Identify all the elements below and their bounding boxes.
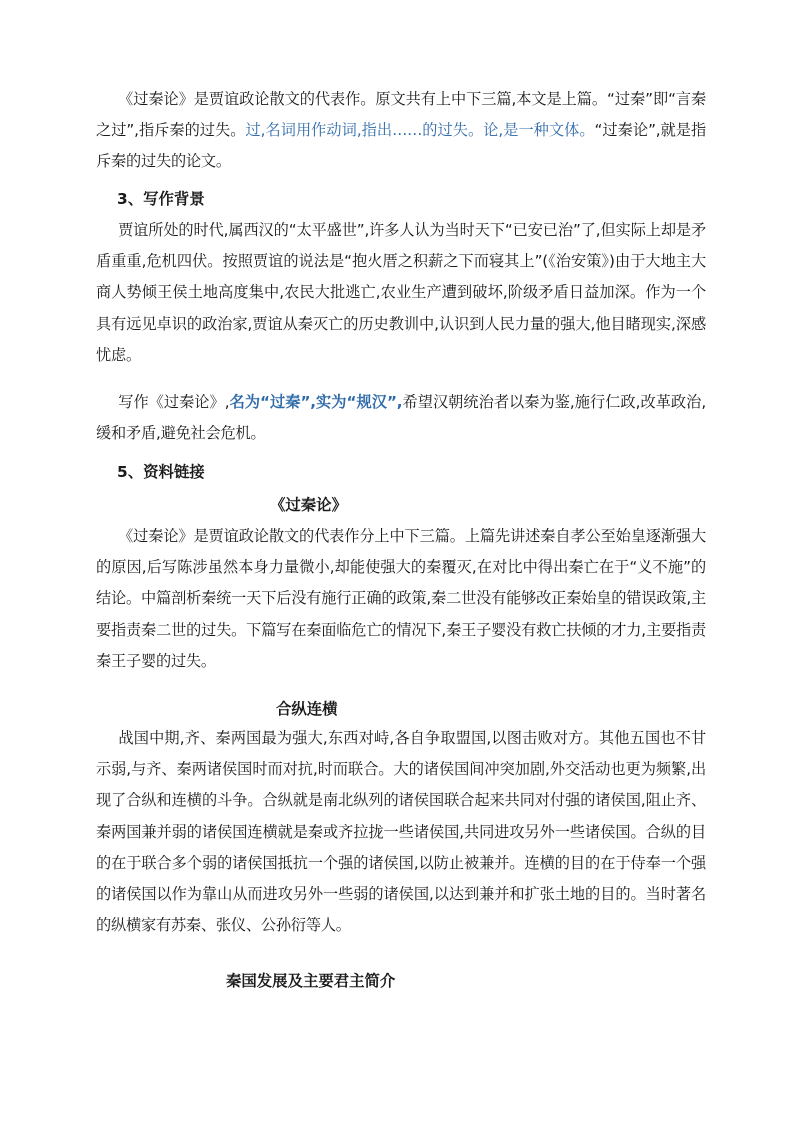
intro-text: 《过秦论》是贾谊政论散文的代表作。原文共有上中下三篇,本文是上篇。“过秦”即“言秦之过”,指斥秦的过失。: [96, 90, 706, 140]
background-paragraph-2: [96, 387, 706, 449]
background-text-2b: 希望汉朝统治者以秦为鉴,施行仁政,改革政治,缓和矛盾,避免社会危机。: [96, 393, 706, 443]
background-emphasis: 名为“过秦”,实为“规汉”,: [229, 393, 403, 411]
guoqinlun-paragraph: [96, 521, 706, 677]
hezong-lianheng-text: 战国中期,齐、秦两国最为强大,东西对峙,各自争取盟国,以图击败对方。其他五国也不甘示弱,与齐、秦两诸侯国时而对抗,时而联合。大的诸侯国间冲突加剧,外交活动也更为频繁,出现了合纵和连横的斗争。合纵就是南北纵列的诸侯国联合起来共同对付强的诸侯国,阻止齐、秦两国兼并弱的诸侯国连横就是秦或齐拉拢一些诸侯国,共同进攻另外一些诸侯国。合纵的目的在于联合多个弱的诸侯国抵抗一个强的诸侯国,以防止被兼并。连横的目的在于侍奉一个强的诸侯国以作为靠山从而进攻另外一些弱的诸侯国,以达到兼并和扩张土地的目的。当时著名的纵横家有苏秦、张仪、公孙衍等人。: [96, 729, 706, 935]
section-heading-background: 3、写作背景: [117, 190, 205, 208]
background-paragraph-1: [96, 215, 706, 371]
intro-conclusion: “过秦论”,就是指斥秦的过失的论文。: [96, 121, 707, 171]
background-text-1: 贾谊所处的时代,属西汉的“太平盛世”,许多人认为当时天下“已安已治”了,但实际上却是矛盾重重,危机四伏。按照贾谊的说法是“抱火厝之积薪之下而寝其上”(《治安策》)由于大地主大商人势倾王侯土地高度集中,农民大批逃亡,农业生产遭到破坏,阶级矛盾日益加深。作为一个具有远见卓识的政治家,贾谊从秦灭亡的历史教训中,认识到人民力量的强大,他目睹现实,深感忧虑。: [96, 221, 706, 364]
intro-definition: 过,名词用作动词,指出……的过失。论,是一种文体。: [245, 121, 595, 140]
guoqinlun-text: 《过秦论》是贾谊政论散文的代表作分上中下三篇。上篇先讲述秦自孝公至始皇逐渐强大的原因,后写陈涉虽然本身力量微小,却能使强大的秦覆灭,在对比中得出秦亡在于“义不施”的结论。中篇剖析秦统一天下后没有施行正确的政策,秦二世没有能够改正秦始皇的错误政策,主要指责秦二世的过失。下篇写在秦面临危亡的情况下,秦王子婴没有救亡扶倾的才力,主要指责秦王子婴的过失。: [96, 527, 706, 670]
intro-paragraph: [96, 84, 706, 178]
background-text-2a: 写作《过秦论》,: [118, 393, 230, 411]
subtitle-hezong-lianheng: 合纵连横: [276, 700, 338, 718]
subtitle-qin-rulers: 秦国发展及主要君主简介: [226, 972, 396, 990]
section-heading-materials: 5、资料链接: [117, 463, 205, 481]
hezong-lianheng-paragraph: [96, 723, 706, 941]
subtitle-guoqinlun: 《过秦论》: [270, 496, 347, 514]
